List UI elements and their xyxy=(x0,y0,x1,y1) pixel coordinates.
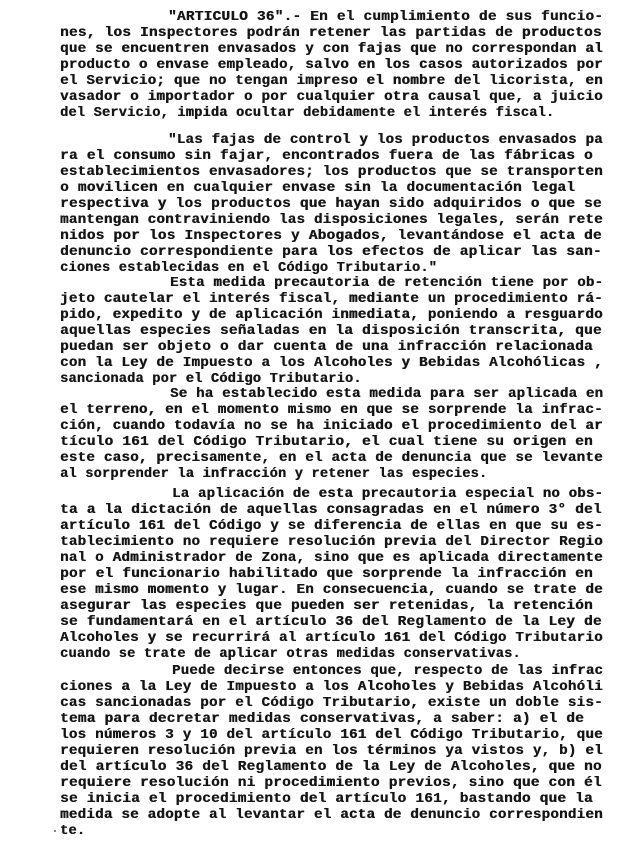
margin-speck xyxy=(54,830,56,832)
text-line: cas sancionadas por el Código Tributario, existe un doble sis- xyxy=(60,696,603,711)
text-line: nidos por los Inspectores y Abogados, levantándose el acta de xyxy=(60,229,602,244)
text-line: te. xyxy=(60,824,86,839)
text-line: artículo 161 del Código y se diferencia de ellas en que su es- xyxy=(60,519,603,534)
text-line: medida se adopte al levantar el acta de denuncio correspondien xyxy=(60,808,603,823)
text-line: ciones a la Ley de Impuesto a los Alcoholes y Bebidas Alcohóli xyxy=(60,680,603,695)
text-line: Puede decirse entonces que, respecto de las infrac xyxy=(172,664,604,679)
text-line: sancionada por el Código Tributario. xyxy=(60,372,362,387)
text-line: o movilicen en cualquier envase sin la documentación legal xyxy=(60,181,576,196)
text-line: Se ha establecido esta medida para ser aplicada en xyxy=(170,387,604,402)
text-line: producto o envase empleado, salvo en los casos autorizados por xyxy=(60,58,603,73)
text-line: cuando se trate de aplicar otras medidas conservativas. xyxy=(60,647,521,662)
text-line: con la Ley de Impuesto a los Alcoholes y Bebidas Alcohólicas , xyxy=(60,356,603,371)
text-line: ra el consumo sin fajar, encontrados fuera de las fábricas o xyxy=(60,149,593,164)
text-line: vasador o importador o por cualquier otra causal que, a juicio xyxy=(60,90,603,105)
text-line: mantengan contraviniendo las disposiciones legales, serán rete xyxy=(60,213,603,228)
text-line: ción, cuando todavía no se ha iniciado el procedimiento del ar xyxy=(60,419,603,434)
text-line: se inicia el procedimiento del artículo 161, bastando que la xyxy=(60,792,593,807)
text-line: del Servicio, impida ocultar debidamente el interés fiscal. xyxy=(60,106,555,121)
text-line: nal o Administrador de Zona, sino que es aplicada directamente xyxy=(60,551,603,566)
text-line: el terreno, en el momento mismo en que se sorprende la infrac- xyxy=(60,403,603,418)
text-line: nes, los Inspectores podrán retener las partidas de productos xyxy=(60,26,602,41)
text-line: ese mismo momento y lugar. En consecuencia, cuando se trate de xyxy=(60,583,603,598)
text-line: Alcoholes y se recurrirá al artículo 161 del Código Tributario xyxy=(60,631,603,646)
text-line: al sorprender la infracción y retener las especies. xyxy=(60,467,488,482)
text-line: por el funcionario habilitado que sorprende la infracción en xyxy=(60,567,593,582)
text-line: ciones establecidas en el Código Tributario." xyxy=(60,261,437,276)
text-line: este caso, precisamente, en el acta de denuncia que se levante xyxy=(60,451,603,466)
text-line: que se encuentren envasados y con fajas que no correspondan al xyxy=(60,42,603,57)
text-line: Esta medida precautoria de retención tiene por ob- xyxy=(170,276,604,291)
text-line: el Servicio; que no tengan impreso el nombre del licorista, en xyxy=(60,74,603,89)
text-line: se fundamentará en el artículo 36 del Reglamento de la Ley de xyxy=(60,615,602,630)
text-line: denuncio correspondiente para los efectos de aplicar las san- xyxy=(60,245,602,260)
text-line: aquellas especies señaladas en la disposición transcrita, que xyxy=(60,324,602,339)
text-line: "ARTICULO 36".- En el cumplimiento de sus funcio- xyxy=(168,10,604,25)
text-line: jeto cautelar el interés fiscal, mediante un procedimiento rá- xyxy=(60,292,603,307)
text-line: ta a la dictación de aquellas consagradas en el número 3° del xyxy=(60,503,602,518)
text-line: puedan ser objeto o dar cuenta de una infracción relacionada xyxy=(60,340,593,355)
text-line: tema para decretar medidas conservativas, a saber: a) el de xyxy=(60,712,584,727)
text-line: asegurar las especies que pueden ser retenidas, la retención xyxy=(60,599,593,614)
text-line: requiere resolución ni procedimiento previos, sino que con él xyxy=(60,776,602,791)
text-line: "Las fajas de control y los productos envasados pa xyxy=(168,133,603,148)
text-line: tablecimiento no requiere resolución previa del Director Regio xyxy=(60,535,603,550)
text-line: tículo 161 del Código Tributario, el cual tiene su origen en xyxy=(60,435,593,450)
text-line: establecimientos envasadores; los productos que se transporten xyxy=(60,165,603,180)
text-line: La aplicación de esta precautoria especial no obs- xyxy=(172,487,604,502)
text-line: pido, expedito y de aplicación inmediata, poniendo a resguardo xyxy=(60,308,603,323)
text-line: requieren resolución previa en los términos ya vistos y, b) el xyxy=(60,744,603,759)
text-line: los números 3 y 10 del artículo 161 del Código Tributario, que xyxy=(60,728,603,743)
text-line: del artículo 36 del Reglamento de la Ley de Alcoholes, que no xyxy=(60,760,602,775)
text-line: respectiva y los productos que hayan sido adquiridos o que se xyxy=(60,197,602,212)
